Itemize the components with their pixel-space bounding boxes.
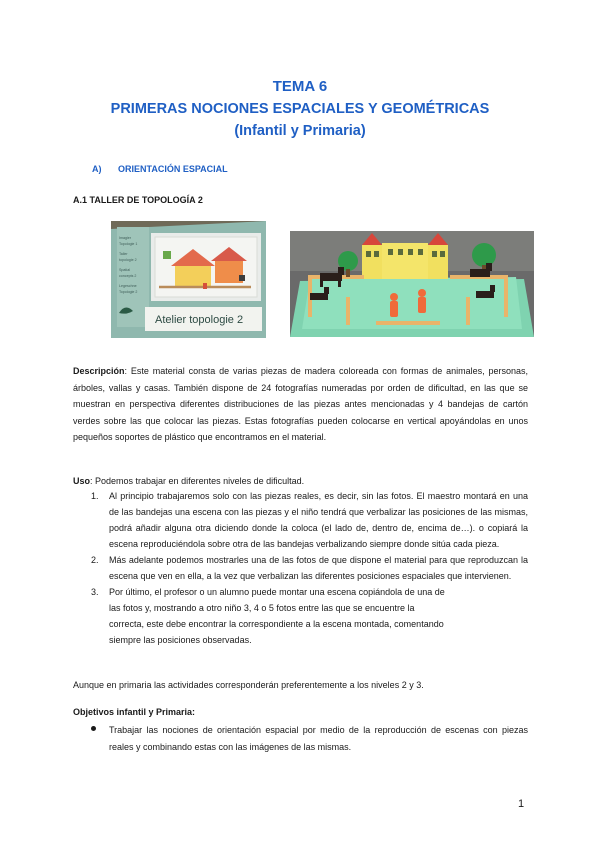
list-item-line: las fotos y, mostrando a otro niño 3, 4 o 5 fotos entre las que se encuentre la (109, 603, 415, 613)
title-line-1: TEMA 6 (272, 78, 328, 95)
atelier-box-label: Atelier topologie 2 (155, 314, 244, 326)
page-number: 1 (518, 798, 525, 810)
objectives-title: Objetivos infantil y Primaria: (73, 707, 196, 717)
list-item (73, 488, 528, 552)
svg-text:Topologie 1: Topologie 1 (119, 242, 138, 246)
list-item-text: Al principio trabajaremos solo con las piezas reales, es decir, sin las fotos. El maestro montará en una de las bandejas una escena con las piezas y el niño tendrá que verbalizar las posiciones de las mismas, podrá añadir alguna otra diciendo donde la coloca (el lado de, dentro de, encima de…). o copiará la escena reproduciéndola sobre otra de las bandejas verbalizando siempre donde sitúa cada pieza. (109, 491, 528, 549)
svg-text:Imagier: Imagier (119, 236, 131, 240)
title-line-2: PRIMERAS NOCIONES ESPACIALES Y GEOMÉTRICAS (110, 101, 490, 117)
list-item (73, 722, 528, 755)
levels-note: Aunque en primaria las actividades corresponderán preferentemente a los niveles 2 y 3. (73, 680, 424, 690)
list-item-line: correcta, este debe encontrar la correspondiente a la escena montada, comentando (109, 619, 444, 629)
svg-text:concepts 2: concepts 2 (119, 274, 137, 278)
document-title (0, 76, 600, 142)
list-item-line: Por último, el profesor o un alumno puede montar una escena copiándola de una de (109, 587, 445, 597)
objective-text: Trabajar las nociones de orientación espacial por medio de la reproducción de escenas con piezas reales y combinando estas con las imágenes de las mismas. (109, 725, 528, 752)
uso-paragraph (73, 473, 304, 489)
list-item-number: 2. (91, 555, 99, 565)
svg-text:Topologie 2: Topologie 2 (119, 290, 138, 294)
list-item-line: siempre las posiciones observadas. (109, 635, 252, 645)
description-paragraph (73, 363, 528, 446)
title-line-3: (Infantil y Primaria) (234, 123, 366, 139)
list-item-text: Más adelante podemos mostrarles una de las fotos de que dispone el material para que reproduzcan la escena que ven en ella, a la vez que verbalizan las diferentes posiciones espaciales que intervienen. (109, 555, 528, 581)
svg-text:Spatial: Spatial (119, 268, 130, 272)
svg-text:topologie 2: topologie 2 (119, 258, 137, 262)
section-label: ORIENTACIÓN ESPACIAL (118, 164, 228, 174)
list-item-number: 3. (91, 587, 99, 597)
section-letter: A) (92, 164, 102, 174)
list-item-number: 1. (91, 491, 99, 501)
bullet-icon (91, 726, 96, 731)
svg-text:Legeschne: Legeschne (119, 284, 137, 288)
atelier-box-photo (111, 221, 266, 338)
wooden-scene-photo (290, 231, 534, 337)
steps-list (73, 488, 528, 648)
description-label: Descripción (73, 366, 125, 376)
list-item (73, 584, 528, 648)
objectives-list (73, 722, 528, 755)
uso-label: Uso (73, 476, 91, 486)
description-text: : Este material consta de varias piezas de madera coloreada con formas de animales, personas, árboles, vallas y casas. También dispone de 24 fotografías numeradas por orden de dificultad, en las que se muestran en perspectiva diferentes distribuciones de las piezas antes mencionadas y 4 bandejas de cartón verdes sobre las que colocar las piezas. Estas fotografías pueden colocarse en vertical apoyándolas en unos pequeños soportes de plástico que encontramos en el material. (73, 366, 528, 443)
list-item (73, 552, 528, 584)
section-heading (92, 164, 228, 174)
svg-text:Taller: Taller (119, 252, 128, 256)
subsection-heading: A.1 TALLER DE TOPOLOGÍA 2 (73, 195, 203, 205)
uso-text: : Podemos trabajar en diferentes niveles de dificultad. (90, 476, 305, 486)
